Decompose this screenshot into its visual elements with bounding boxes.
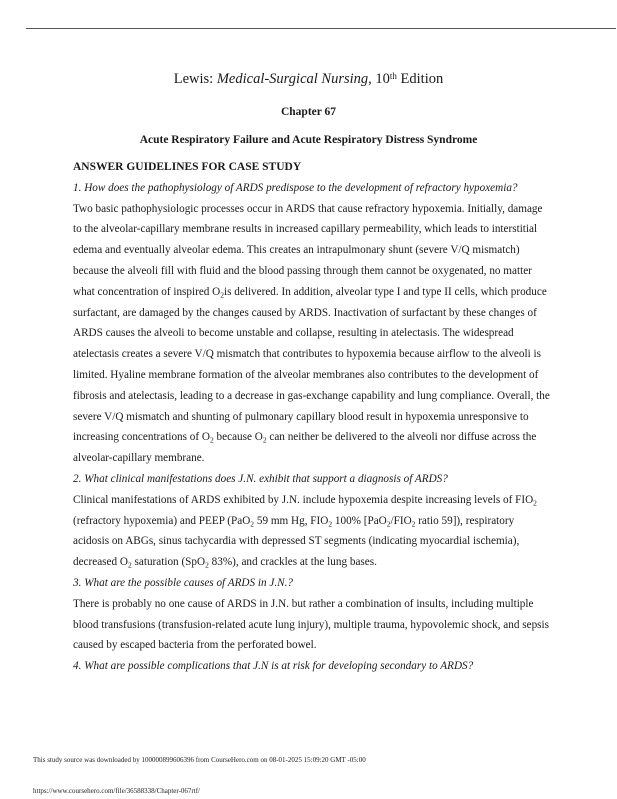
- document-title: Acute Respiratory Failure and Acute Respiratory Distress Syndrome: [139, 134, 478, 146]
- source-url[interactable]: https://www.coursehero.com/file/36588338/Chapter-067rtf/: [33, 787, 200, 795]
- question-4: 4. What are possible complications that J.N is at risk for developing secondary to ARDS?: [73, 660, 474, 673]
- answer-1-part-1: Two basic pathophysiologic processes occur in ARDS that cause refractory hypoxemia. Initially, damage to the alveolar-capillary membrane results in increased capillary permeability, which leads to interstitial edema and eventually alveolar edema. This creates an intrapulmonary shunt (severe V/Q mismatch) because the alveoli fill with fluid and the blood passing through them cannot be oxygenated, no matter what concentration of inspired O: [73, 202, 543, 298]
- answer-1-part-3: because O: [213, 431, 263, 444]
- answer-2-part-4: 100% [PaO: [332, 514, 387, 527]
- subscript: 2: [328, 518, 333, 528]
- subscript: 2: [262, 435, 267, 445]
- question-1: 1. How does the pathophysiology of ARDS predispose to the development of refractory hypoxemia?: [73, 181, 518, 194]
- answer-1-part-2: is delivered. In addition, alveolar type I and type II cells, which produce surfactant, are damaged by the changes caused by ARDS. Inactivation of surfactant by these changes of ARDS causes the alveoli to become unstable and collapse, resulting in atelectasis. The widespread atelectasis creates a severe V/Q mismatch that contributes to hypoxemia because airflow to the alveoli is limited. Hyaline membrane formation of the alveolar membranes also contributes to the development of fibrosis and atelectasis, leading to a decrease in gas-exchange capability and lung compliance. Overall, the severe V/Q mismatch and shunting of pulmonary capillary blood result in hypoxemia unresponsive to increasing concentrations of O: [73, 285, 550, 444]
- subscript: 2: [386, 518, 391, 528]
- answer-2-part-6: ratio 59]), respiratory acidosis on ABGs, sinus tachycardia with depressed ST segments (indicating myocardial ischemia), decreased O: [73, 514, 520, 569]
- answer-3: There is probably no one cause of ARDS in J.N. but rather a combination of insults, including multiple blood transfusions (transfusion-related acute lung injury), multiple trauma, hypovolemic shock, and sepsis caused by escaped bacteria from the perforated bowel.: [73, 597, 549, 652]
- subscript: 2: [533, 498, 537, 507]
- document-body: [73, 157, 551, 677]
- header-edition-suffix: th: [389, 70, 397, 81]
- top-divider: [26, 28, 616, 29]
- subscript: 2: [220, 290, 225, 300]
- question-3: 3. What are the possible causes of ARDS in J.N.?: [73, 576, 293, 589]
- answer-2-part-1: Clinical manifestations of ARDS exhibited by J.N. include hypoxemia despite increasing levels of FIO: [73, 493, 534, 506]
- answer-1-part-4: can neither be delivered to the alveoli nor diffuse across the alveolar-capillary membrane.: [73, 431, 537, 465]
- subscript: 2: [210, 435, 214, 445]
- book-header: [0, 68, 617, 90]
- header-book-title: Medical-Surgical Nursing: [216, 71, 369, 87]
- header-author: Lewis:: [173, 71, 217, 87]
- section-heading: ANSWER GUIDELINES FOR CASE STUDY: [73, 161, 302, 173]
- question-2: 2. What clinical manifestations does J.N. exhibit that support a diagnosis of ARDS?: [73, 472, 448, 485]
- answer-2-part-2: (refractory hypoxemia) and PEEP (PaO: [73, 514, 251, 527]
- answer-2-part-3: 59 mm Hg, FIO: [254, 514, 329, 527]
- answer-2: [73, 490, 551, 573]
- download-notice: This study source was downloaded by 100000899606396 from CourseHero.com on 08-01-2025 15:09:20 GMT -05:00: [33, 756, 366, 764]
- subscript: 2: [205, 560, 209, 570]
- header-edition-word: Edition: [396, 71, 444, 87]
- subscript: 2: [411, 518, 416, 528]
- chapter-number: Chapter 67: [280, 106, 337, 118]
- answer-2-part-5: /FIO: [390, 514, 412, 527]
- answer-2-part-7: saturation (SpO: [131, 556, 206, 569]
- subscript: 2: [250, 518, 255, 528]
- subscript: 2: [127, 560, 132, 570]
- header-edition-number: , 10: [368, 71, 390, 87]
- answer-1: [73, 199, 551, 469]
- answer-2-part-8: 83%), and crackles at the lung bases.: [208, 556, 377, 569]
